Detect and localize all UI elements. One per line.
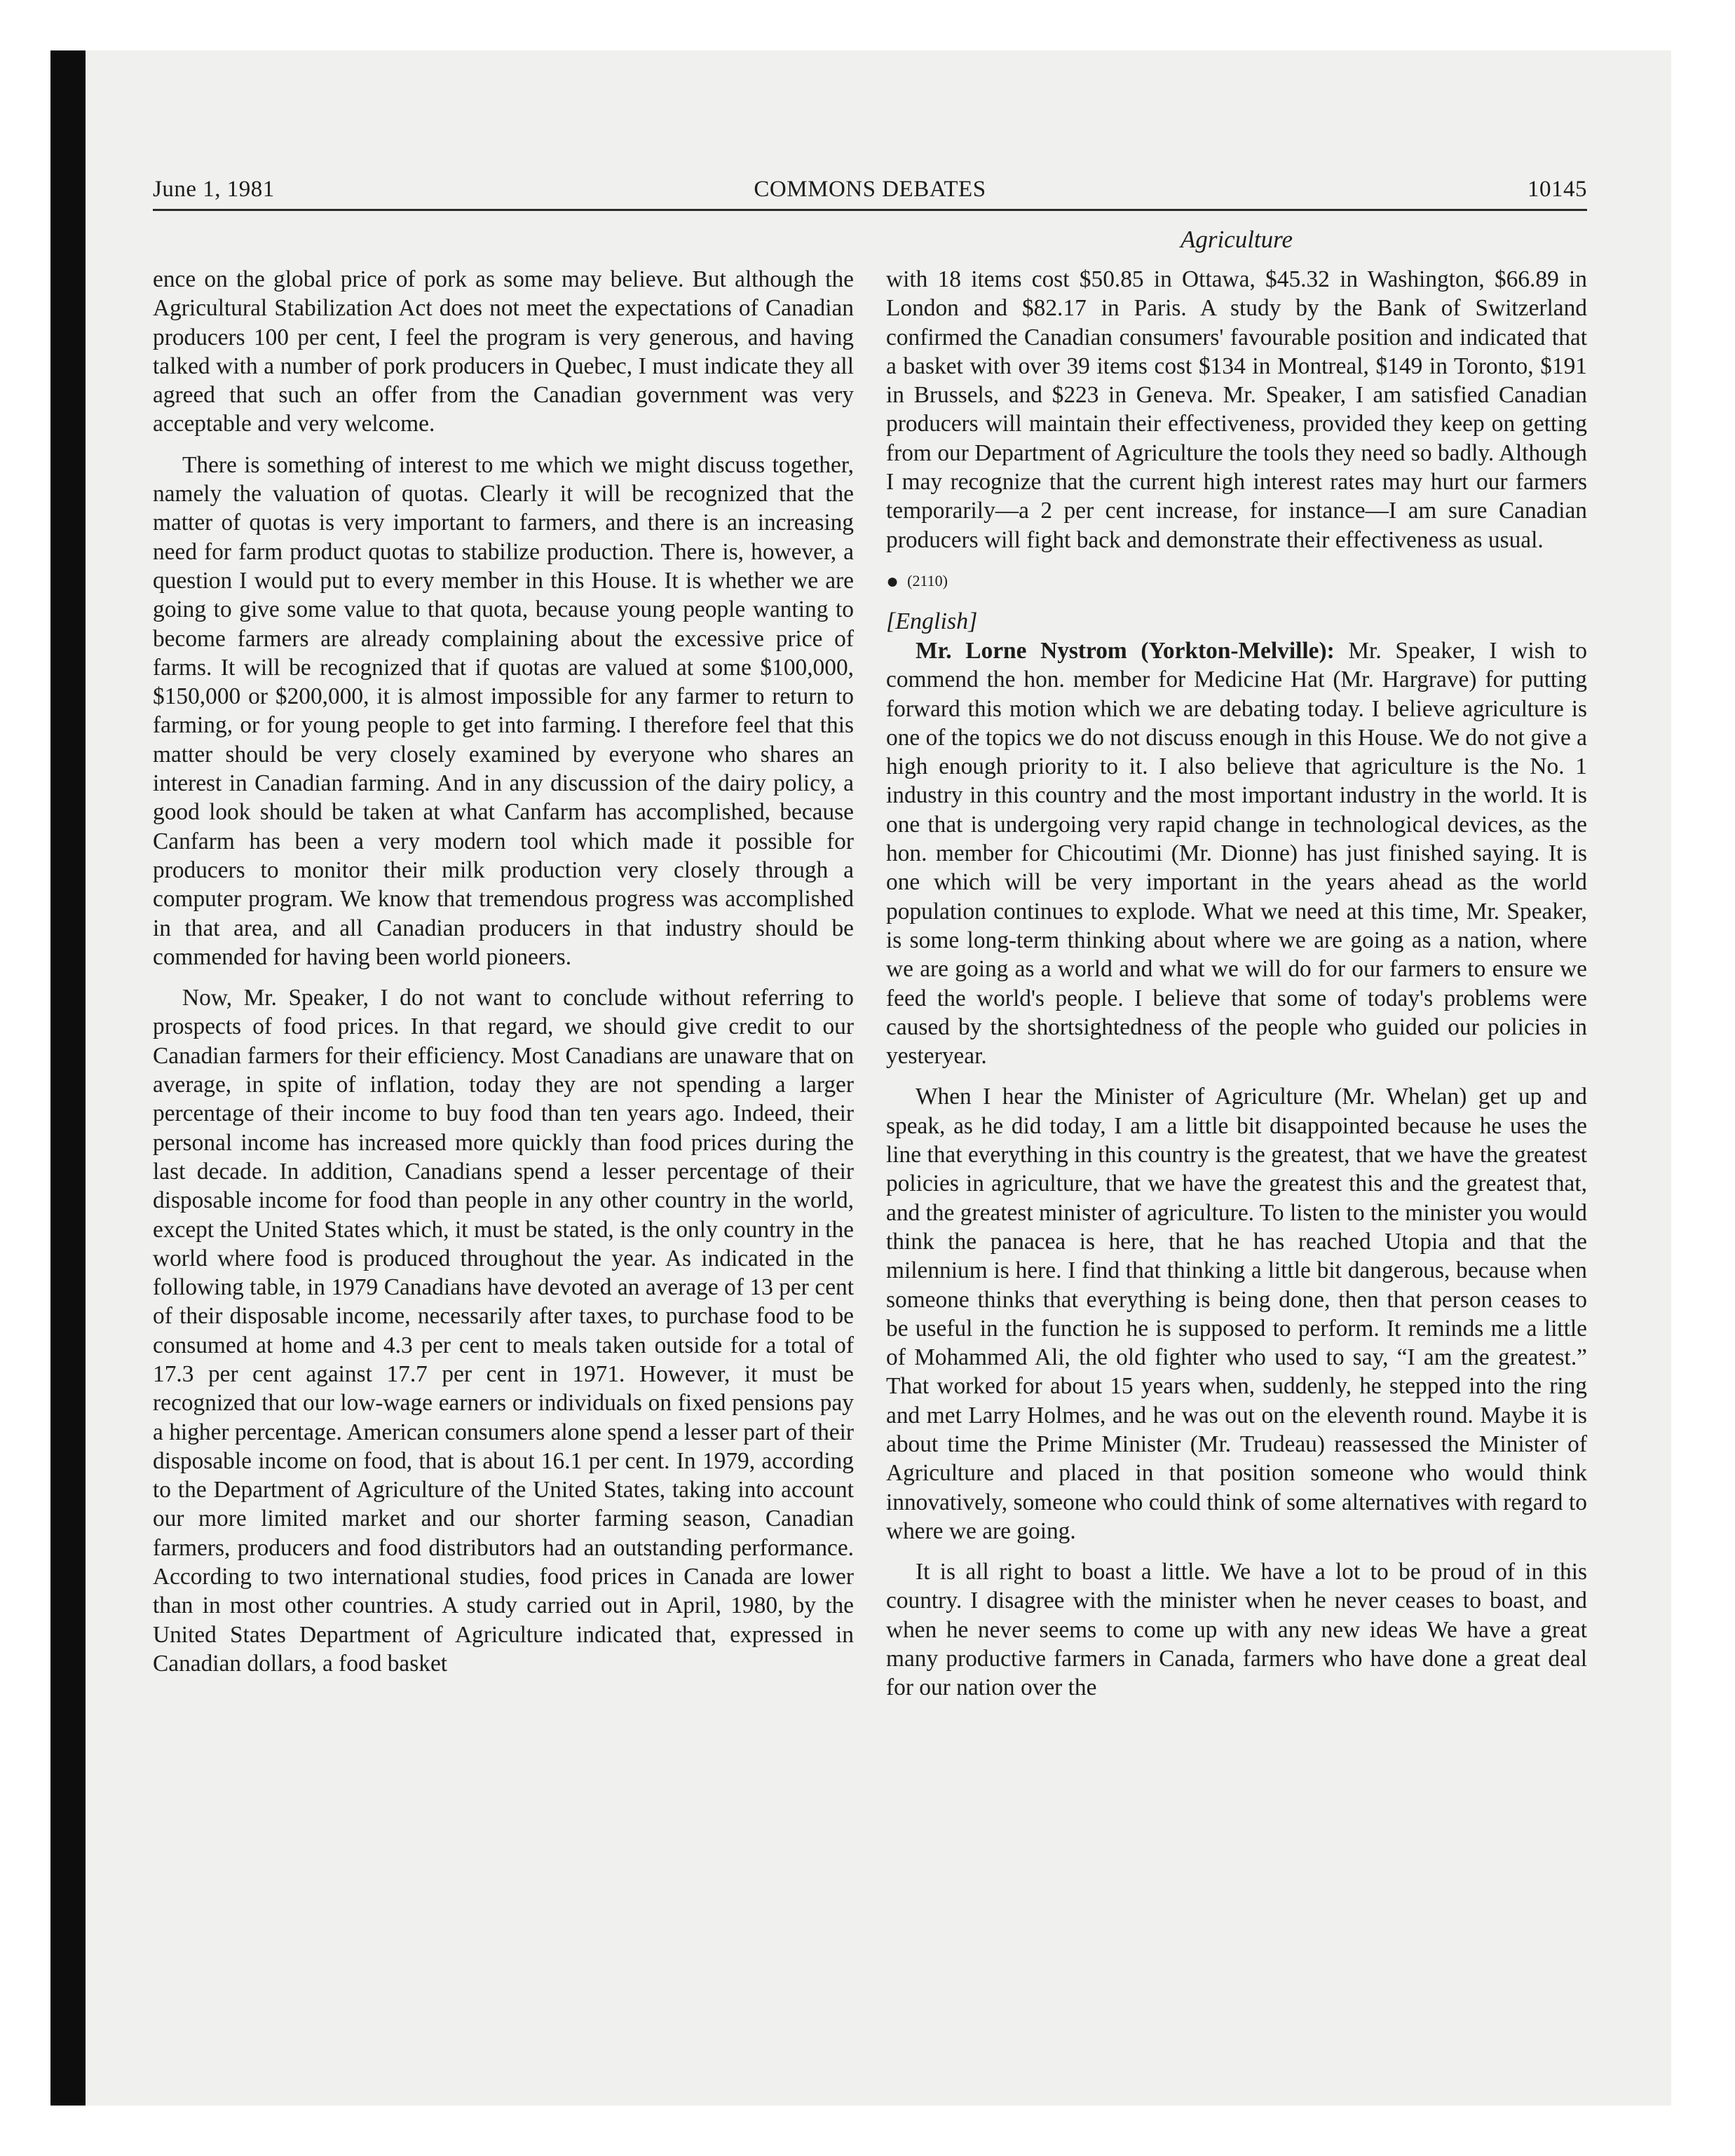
binding-edge [50,50,86,2106]
header-rule [153,209,1587,211]
bullet-icon: ● [886,569,899,593]
header-title: COMMONS DEBATES [754,177,986,202]
left-column [153,265,854,1678]
right-column [886,265,1587,1703]
page-number: 10145 [1528,177,1587,202]
paragraph: Now, Mr. Speaker, I do not want to conclude without referring to prospects of food prices. In that regard, we should give credit to our Canadian farmers for their efficiency. Most Canadians are unaware that on average, in spite of inflation, today they are not spending a larger percentage of their income to buy food than ten years ago. Indeed, their personal income has increased more quickly than food prices during the last decade. In addition, Canadians spend a lesser percentage of their disposable income for food than people in any other country in the world, except the United States which, it must be stated, is the only country in the world where food is produced throughout the year. As indicated in the following table, in 1979 Canadians have devoted an average of 13 per cent of their disposable income, necessarily after taxes, to purchase food to be consumed at home and 4.3 per cent to meals taken outside for a total of 17.3 per cent against 17.7 per cent in 1971. However, it must be recognized that our low-wage earners or individuals on fixed pensions pay a higher percentage. American consumers alone spend a lesser part of their disposable income on food, that is about 16.1 per cent. In 1979, according to the Department of Agriculture of the United States, taking into account our more limited market and our shorter farming season, Canadian farmers, producers and food distributors had an outstanding performance. According to two international studies, food prices in Canada are lower than in most other countries. A study carried out in April, 1980, by the United States Department of Agriculture indicated that, expressed in Canadian dollars, a food basket [153,985,854,1677]
language-tag: [English] [886,608,978,634]
page-header [153,174,1587,207]
time-marker [886,571,1587,592]
header-date: June 1, 1981 [153,177,275,202]
speech-text: Mr. Speaker, I wish to commend the hon. member for Medicine Hat (Mr. Hargrave) for putting forward this motion which we are debating today. I believe agriculture is one of the topics we do not discuss enough in this House. We do not give a high enough priority to it. I also believe that agriculture is the No. 1 industry in this country and the most important industry in the world. It is one that is undergoing very rapid change in technological devices, as the hon. member for Chicoutimi (Mr. Dionne) has just finished saying. It is one which will be very important in the years ahead as the world population continues to explode. What we need at this time, Mr. Speaker, is some long-term thinking about where we are going as a nation, where we are going as a world and what we will do for our farmers to ensure we feed the world's people. I believe that some of today's problems were caused by the shortsightedness of the people who guided our policies in yesteryear. [886,637,1587,1070]
timestamp-text: (2110) [907,571,948,589]
paragraph: with 18 items cost $50.85 in Ottawa, $45.32 in Washington, $66.89 in London and $82.17 in Paris. A study by the Bank of Switzerland confirmed the Canadian consumers' favourable position and indicated that a basket with over 39 items cost $134 in Montreal, $149 in Toronto, $191 in Brussels, and $223 in Geneva. Mr. Speaker, I am satisfied Canadian producers will maintain their effectiveness, provided they keep on getting from our Department of Agriculture the tools they need so badly. Although I may recognize that the current high interest rates may hurt our farmers temporarily—a 2 per cent increase, for instance—I am sure Canadian producers will fight back and demonstrate their effectiveness as usual. [886,266,1587,553]
speaker-name: Mr. Lorne Nystrom (Yorkton-Melville): [916,637,1335,664]
paragraph: It is all right to boast a little. We have a lot to be proud of in this country. I disagree with the minister when he never ceases to boast, and when he never seems to come up with any new ideas We have a great many productive farmers in Canada, farmers who have done a great deal for our nation over the [886,1559,1587,1701]
paragraph: ence on the global price of pork as some may believe. But although the Agricultural Stabilization Act does not meet the expectations of Canadian producers 100 per cent, I feel the program is very generous, and having talked with a number of pork producers in Quebec, I must indicate they all agreed that such an offer from the Canadian government was very acceptable and very welcome. [153,266,854,437]
paragraph: There is something of interest to me which we might discuss together, namely the valuation of quotas. Clearly it will be recognized that the matter of quotas is very important to farmers, and there is an increasing need for farm product quotas to stabilize production. There is, however, a question I would put to every member in this House. It is whether we are going to give some value to that quota, because young people wanting to become farmers are already complaining about the excessive price of farms. It will be recognized that if quotas are valued at some $100,000, $150,000 or $200,000, it is almost impossible for any farmer to return to farming, or for young people to get into farming. I therefore feel that this matter should be very closely examined by everyone who shares an interest in Canadian farming. And in any discussion of the dairy policy, a good look should be taken at what Canfarm has accomplished, because Canfarm has been a very modern tool which made it possible for producers to monitor their milk production very closely through a computer program. We know that tremendous progress was accomplished in that area, and all Canadian producers in that industry should be commended for having been world pioneers. [153,451,854,970]
section-heading: Agriculture [1180,226,1293,253]
speech-paragraph [886,636,1587,1070]
paragraph: When I hear the Minister of Agriculture (Mr. Whelan) get up and speak, as he did today, I am a little bit disappointed because he uses the line that everything in this country is the greatest, that we have the greatest policies in agriculture, that we have the greatest this and the greatest that, and the greatest minister of agriculture. To listen to the minister you would think the panacea is here, that he has reached Utopia and that the milennium is here. I find that thinking a little bit dangerous, because when someone thinks that everything is being done, then that person ceases to be useful in the function he is supposed to perform. It reminds me a little of Mohammed Ali, the old fighter who used to say, “I am the greatest.” That worked for about 15 years when, suddenly, he stepped into the ring and met Larry Holmes, and he was out on the eleventh round. Maybe it is about time the Prime Minister (Mr. Trudeau) reassessed the Minister of Agriculture and placed in that position someone who would think innovatively, someone who could think of some alternatives with regard to where we are going. [886,1084,1587,1544]
